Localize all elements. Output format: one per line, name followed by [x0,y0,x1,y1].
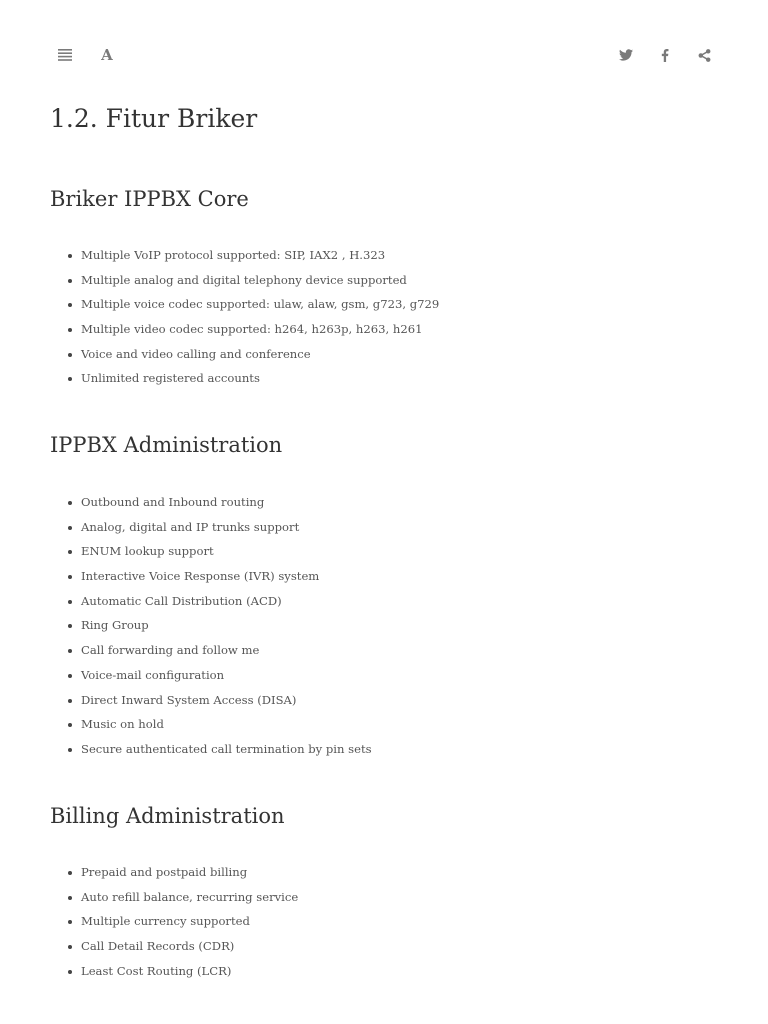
list-item: Multiple voice codec supported: ulaw, alaw, gsm, g723, g729 [81,296,439,321]
list-item: Voice-mail configuration [81,667,372,692]
font-settings-button[interactable] [92,38,122,72]
section-heading-ippbx-administration: IPPBX Administration [50,433,283,457]
list-item: Music on hold [81,716,372,741]
list-item: Call forwarding and follow me [81,642,372,667]
list-item: Least Cost Routing (LCR) [81,963,298,988]
list-item: ENUM lookup support [81,543,372,568]
facebook-icon [661,49,669,62]
list-ippbx-administration [50,494,372,766]
list-item: Outbound and Inbound routing [81,494,372,519]
list-item: Auto refill balance, recurring service [81,889,298,914]
page-title: 1.2. Fitur Briker [50,104,258,133]
twitter-share-button[interactable] [611,38,641,72]
book-toolbar [0,38,768,72]
share-button[interactable] [689,38,719,72]
menu-icon [58,49,72,61]
facebook-share-button[interactable] [650,38,680,72]
list-item: Analog, digital and IP trunks support [81,519,372,544]
list-billing-administration [50,864,298,987]
list-item: Multiple analog and digital telephony device supported [81,272,439,297]
list-item: Multiple VoIP protocol supported: SIP, IAX2 , H.323 [81,247,439,272]
list-ippbx-core [50,247,439,395]
list-item: Multiple currency supported [81,913,298,938]
twitter-icon [619,49,633,61]
list-item: Prepaid and postpaid billing [81,864,298,889]
font-settings-icon: A [101,46,113,64]
list-item: Interactive Voice Response (IVR) system [81,568,372,593]
list-item: Direct Inward System Access (DISA) [81,692,372,717]
list-item: Ring Group [81,617,372,642]
list-item: Unlimited registered accounts [81,370,439,395]
section-heading-ippbx-core: Briker IPPBX Core [50,187,249,211]
section-heading-billing-administration: Billing Administration [50,804,285,828]
list-item: Call Detail Records (CDR) [81,938,298,963]
list-item: Automatic Call Distribution (ACD) [81,593,372,618]
list-item: Voice and video calling and conference [81,346,439,371]
list-item: Multiple video codec supported: h264, h263p, h263, h261 [81,321,439,346]
share-icon [698,49,711,62]
list-item: Secure authenticated call termination by pin sets [81,741,372,766]
toggle-summary-button[interactable] [50,38,80,72]
